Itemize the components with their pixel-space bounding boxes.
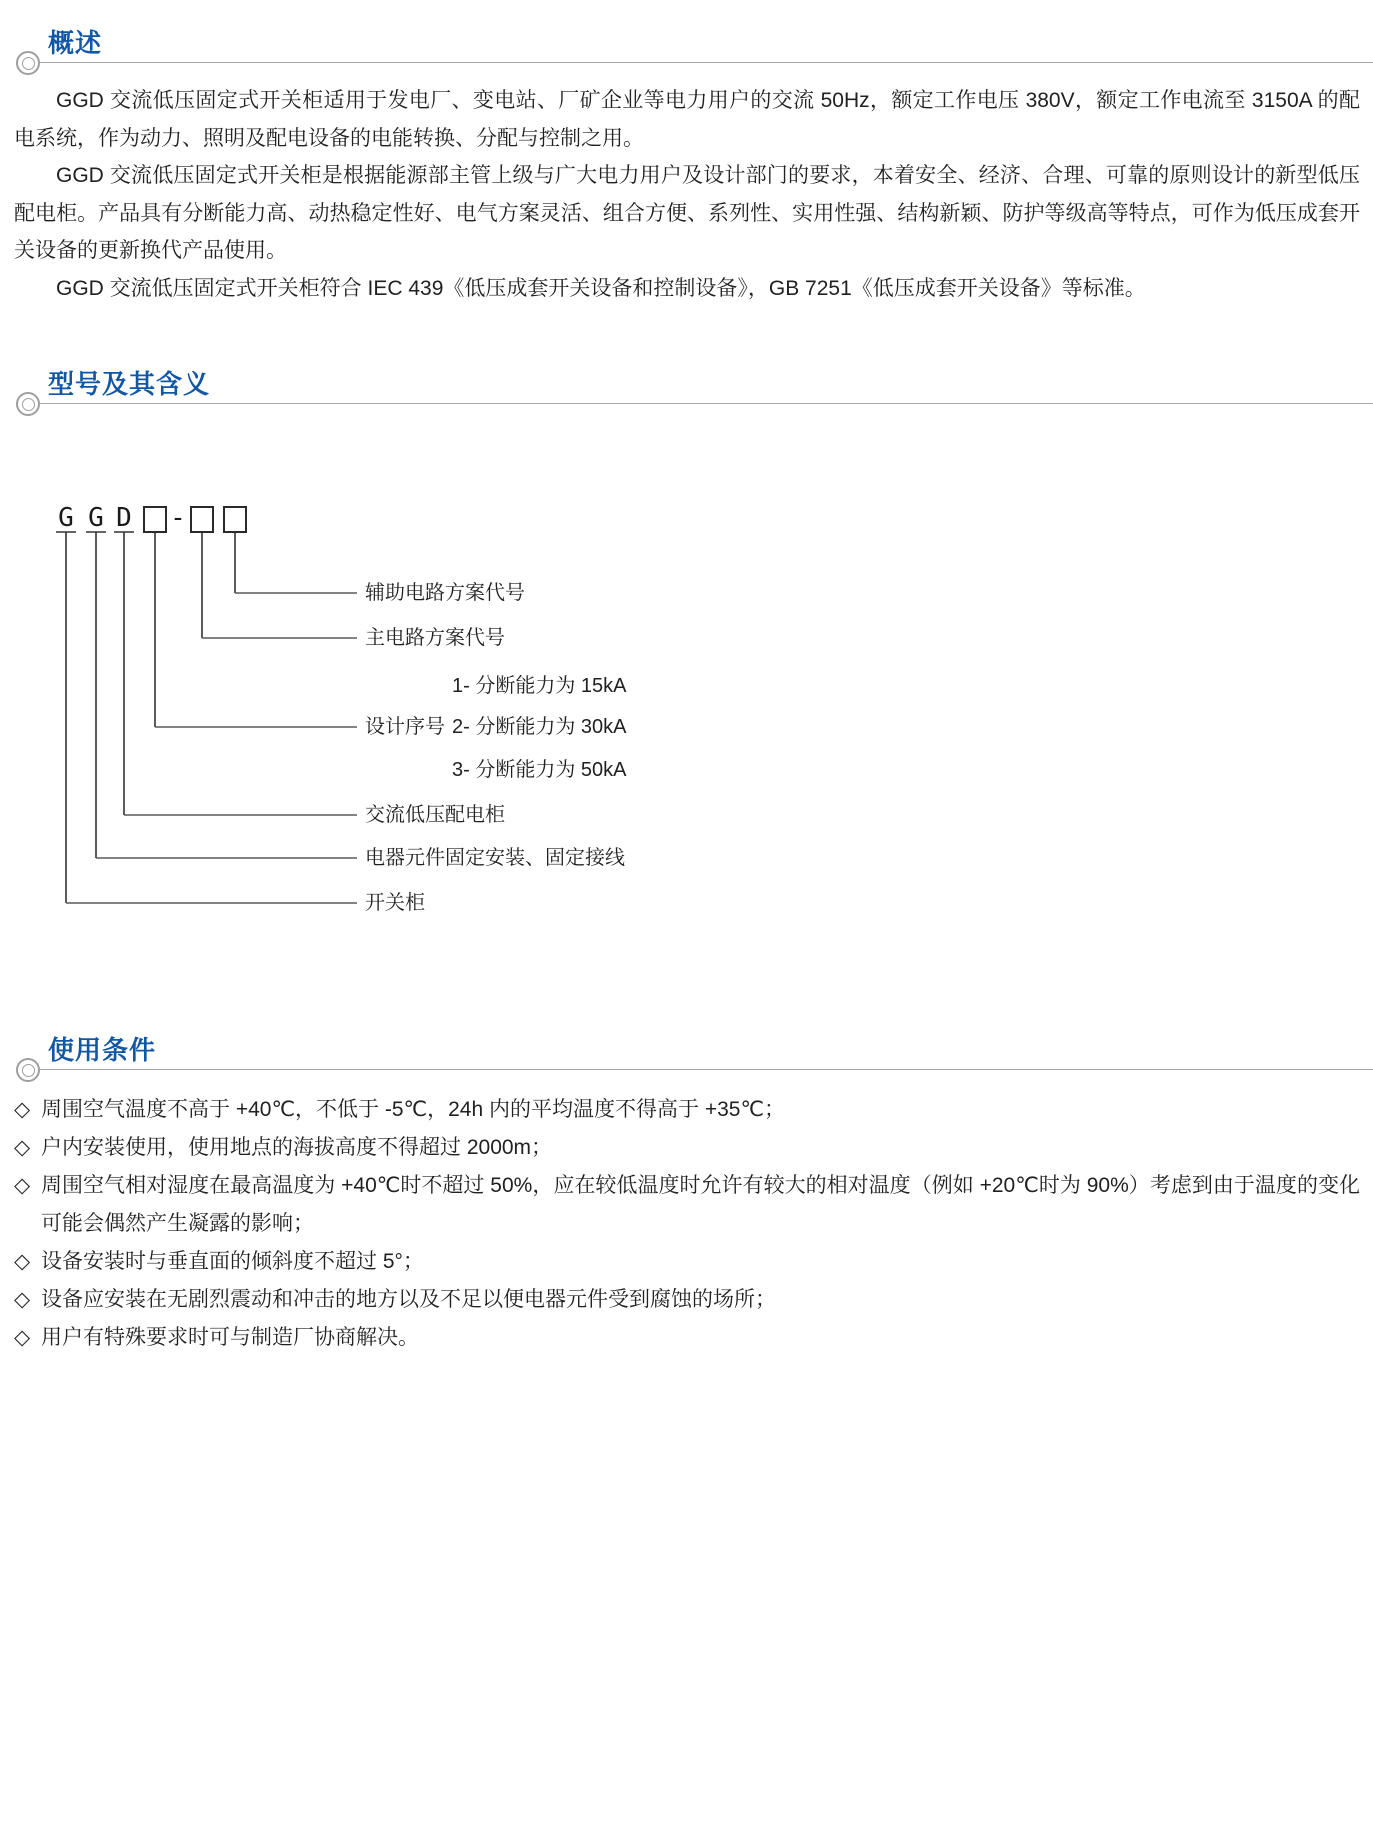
overview-paragraph: GGD 交流低压固定式开关柜是根据能源部主管上级与广大电力用户及设计部门的要求，本着安全、经济、合理、可靠的原则设计的新型低压配电柜。产品具有分断能力高、动热稳定性好、电气方案灵活、组合方便、系列性、实用性强、结构新颖、防护等级高等特点，可作为低压成套开关设备的更新换代产品使用。 — [14, 164, 1360, 262]
overview-paragraph: GGD 交流低压固定式开关柜适用于发电厂、变电站、厂矿企业等电力用户的交流 50Hz，额定工作电压 380V，额定工作电流至 3150A 的配电系统，作为动力、照明及配电设备的电能转换、分配与控制之用。 — [14, 89, 1360, 150]
overview-paragraph: GGD 交流低压固定式开关柜符合 IEC 439《低压成套开关设备和控制设备》，GB 7251《低压成套开关设备》等标准。 — [56, 276, 1146, 300]
model-code-char: G — [88, 503, 104, 533]
diamond-bullet-icon: ◇ — [14, 1098, 31, 1121]
condition-text: 用户有特殊要求时可与制造厂协商解决。 — [41, 1326, 419, 1349]
condition-item — [14, 1243, 1360, 1281]
section-divider-line — [40, 403, 1373, 404]
section-ring-icon — [16, 51, 40, 75]
diagram-leader-lines — [0, 495, 1373, 965]
model-code-box — [190, 506, 214, 533]
diamond-bullet-icon: ◇ — [14, 1136, 31, 1159]
model-code-box — [223, 506, 247, 533]
label-aux-circuit: 辅助电路方案代号 — [365, 582, 525, 604]
label-ac-lv-cabinet: 交流低压配电柜 — [365, 804, 505, 826]
model-code-char: D — [116, 503, 132, 533]
condition-text: 周围空气相对湿度在最高温度为 +40℃时不超过 50%，应在较低温度时允许有较大的相对温度（例如 +20℃时为 90%）考虑到由于温度的变化可能会偶然产生凝露的影响； — [41, 1174, 1360, 1235]
section-ring-icon — [16, 392, 40, 416]
condition-item — [14, 1319, 1360, 1357]
label-fixed-mount: 电器元件固定安装、固定接线 — [365, 847, 625, 869]
model-code-char: G — [58, 503, 74, 533]
diamond-bullet-icon: ◇ — [14, 1174, 31, 1197]
label-design-serial: 设计序号 — [365, 716, 445, 738]
condition-text: 设备安装时与垂直面的倾斜度不超过 5°； — [41, 1250, 424, 1273]
condition-text: 周围空气温度不高于 +40℃，不低于 -5℃，24h 内的平均温度不得高于 +35℃； — [41, 1098, 786, 1121]
section-title-model: 型号及其含义 — [48, 369, 211, 399]
condition-text: 设备应安装在无剧烈震动和冲击的地方以及不足以便电器元件受到腐蚀的场所； — [41, 1288, 776, 1311]
section-divider-line — [40, 1069, 1373, 1070]
label-switchgear: 开关柜 — [365, 892, 425, 914]
diamond-bullet-icon: ◇ — [14, 1250, 31, 1273]
condition-text: 户内安装使用，使用地点的海拔高度不得超过 2000m； — [41, 1136, 553, 1159]
condition-item — [14, 1091, 1360, 1129]
condition-item — [14, 1167, 1360, 1243]
section-title-overview: 概述 — [48, 28, 103, 58]
section-ring-inner-icon — [22, 1064, 35, 1077]
overview-paragraphs — [14, 82, 1360, 307]
conditions-list — [14, 1091, 1360, 1357]
section-header-model — [0, 369, 1373, 449]
condition-item — [14, 1129, 1360, 1167]
section-title-conditions: 使用条件 — [48, 1035, 157, 1065]
diamond-bullet-icon: ◇ — [14, 1288, 31, 1311]
section-divider-line — [40, 62, 1373, 63]
model-code-char: - — [170, 503, 186, 533]
model-designation-diagram — [0, 495, 1373, 965]
label-breaking-50ka: 3- 分断能力为 50kA — [452, 759, 627, 781]
diamond-bullet-icon: ◇ — [14, 1326, 31, 1349]
section-ring-inner-icon — [22, 398, 35, 411]
label-breaking-15ka: 1- 分断能力为 15kA — [452, 675, 627, 697]
label-main-circuit: 主电路方案代号 — [365, 627, 505, 649]
model-code-box — [143, 506, 167, 533]
section-ring-icon — [16, 1058, 40, 1082]
condition-item — [14, 1281, 1360, 1319]
label-breaking-30ka: 2- 分断能力为 30kA — [452, 716, 627, 738]
section-ring-inner-icon — [22, 57, 35, 70]
